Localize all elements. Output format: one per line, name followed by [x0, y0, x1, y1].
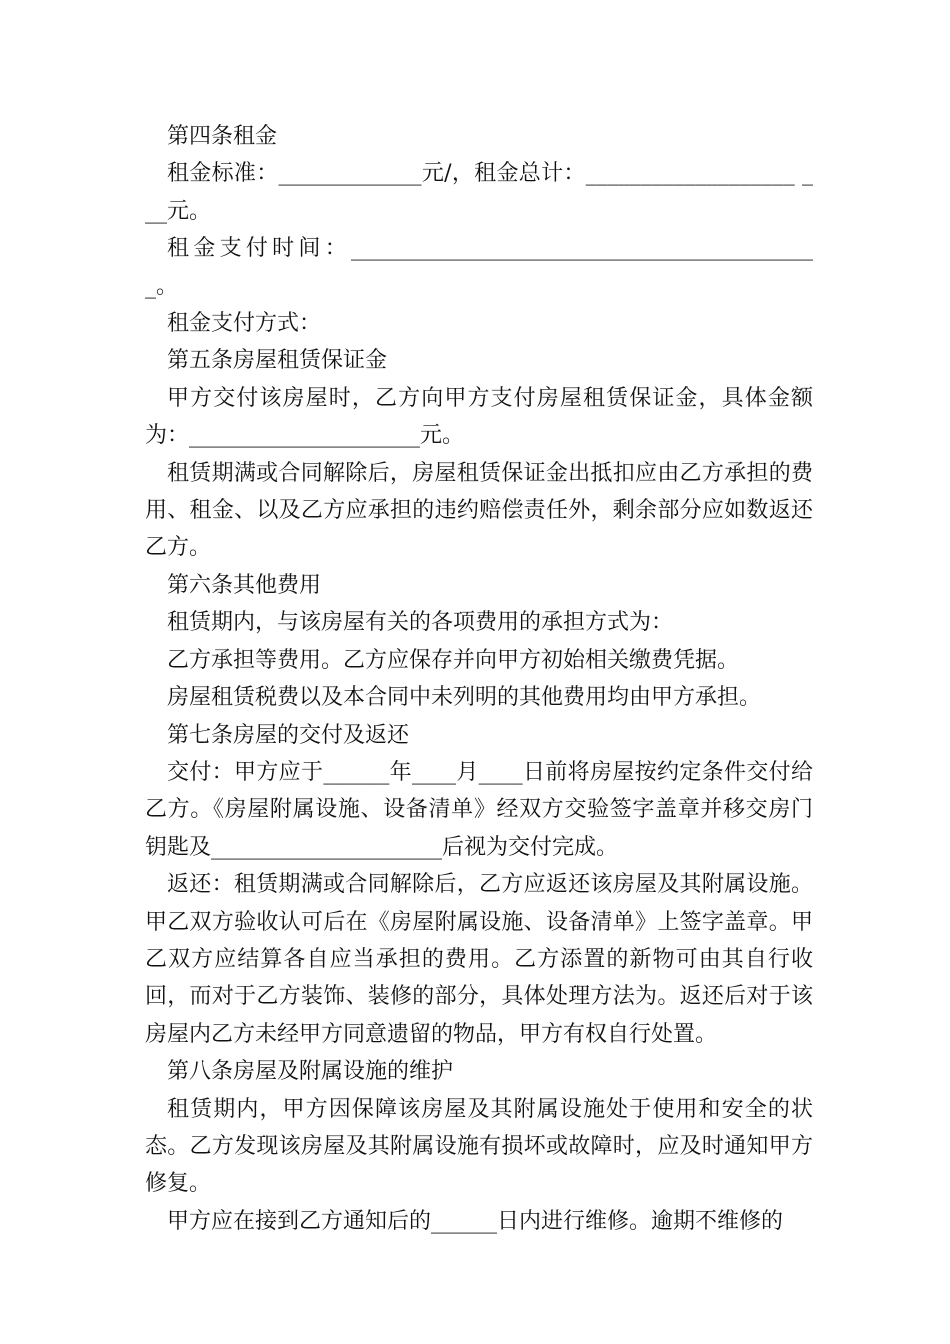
article-8-heading: 第八条房屋及附属设施的维护 [167, 1059, 454, 1085]
rent-payment-method: 租金支付方式： [167, 311, 322, 337]
rent-payment-time: 租金支付时间：___________________________________________。 [145, 236, 813, 299]
article-6-heading: 第六条其他费用 [167, 572, 322, 598]
landlord-fees: 房屋租赁税费以及本合同中未列明的其他费用均由甲方承担。 [167, 685, 762, 711]
delivery-clause: 交付：甲方应于______年____月____日前将房屋按约定条件交付给乙方。《房屋附属设施、设备清单》经双方交验签字盖章并移交房门钥匙及_____________________后视为交付完成。 [145, 759, 813, 860]
maintenance-clause: 租赁期内，甲方因保障该房屋及其附属设施处于使用和安全的状态。乙方发现该房屋及其附属设施有损坏或故障时，应及时通知甲方修复。 [145, 1096, 813, 1197]
tenant-fees: 乙方承担等费用。乙方应保存并向甲方初始相关缴费凭据。 [167, 647, 740, 673]
article-4-heading: 第四条租金 [167, 124, 278, 149]
article-7-heading: 第七条房屋的交付及返还 [167, 722, 410, 748]
repair-deadline-clause: 甲方应在接到乙方通知后的______日内进行维修。逾期不维修的 [167, 1208, 784, 1234]
article-5-heading: 第五条房屋租赁保证金 [167, 348, 388, 374]
deposit-return: 租赁期满或合同解除后，房屋租赁保证金出抵扣应由乙方承担的费用、租金、以及乙方应承担的违约赔偿责任外，剩余部分应如数返还乙方。 [145, 460, 813, 561]
rent-standard: 租金标准：_____________元/，租金总计：___________________ ___元。 [145, 161, 813, 224]
return-clause: 返还：租赁期满或合同解除后，乙方应返还该房屋及其附属设施。甲乙双方验收认可后在《房屋附属设施、设备清单》上签字盖章。甲乙双方应结算各自应当承担的费用。乙方添置的新物可由其自行收回，而对于乙方装饰、装修的部分，具体处理方法为。返还后对于该房屋内乙方未经甲方同意遗留的物品，甲方有权自行处置。 [145, 872, 813, 1047]
other-fees-intro: 租赁期内，与该房屋有关的各项费用的承担方式为： [167, 610, 674, 636]
deposit-amount: 甲方交付该房屋时，乙方向甲方支付房屋租赁保证金，具体金额为：_____________________元。 [145, 385, 813, 449]
document-page [145, 118, 813, 1240]
